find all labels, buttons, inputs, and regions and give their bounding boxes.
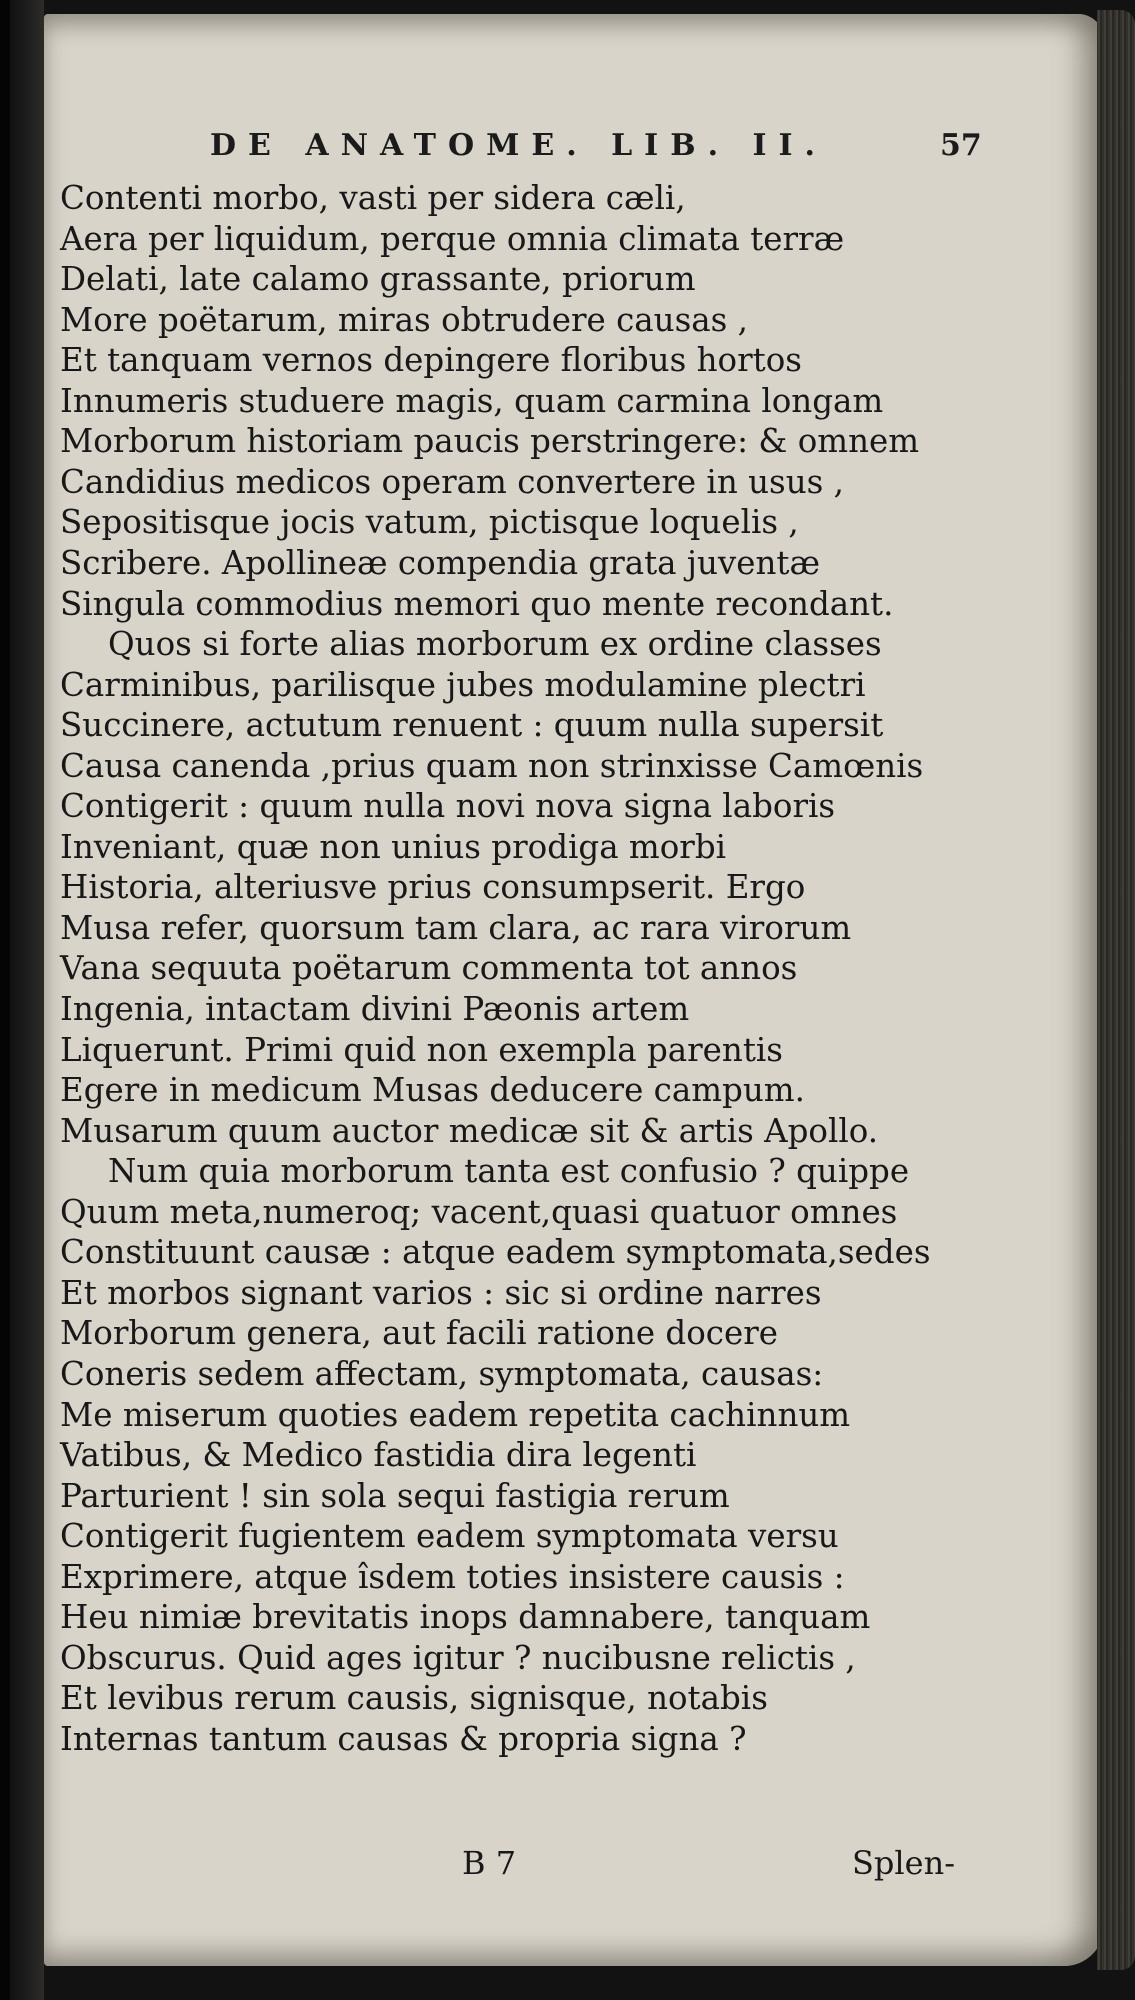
verse-line: Constituunt causæ : atque eadem symptomata,sedes xyxy=(60,1233,931,1272)
verse-line: Succinere, actutum renuent : quum nulla supersit xyxy=(60,706,884,745)
verse-line: Vatibus, & Medico fastidia dira legenti xyxy=(60,1436,697,1475)
verse-line: Et levibus rerum causis, signisque, notabis xyxy=(60,1679,768,1718)
verse-line: Scribere. Apollineæ compendia grata juventæ xyxy=(60,543,821,582)
verse-line: Me miserum quoties eadem repetita cachinnum xyxy=(60,1395,851,1434)
verse-line: Parturient ! sin sola sequi fastigia rerum xyxy=(60,1476,730,1515)
verse-line: Contenti morbo, vasti per sidera cæli, xyxy=(60,179,686,217)
verse-line: Num quia morborum tanta est confusio ? quippe xyxy=(108,1152,910,1191)
verse-line: Singula commodius memori quo mente recondant. xyxy=(60,584,894,623)
verse-line: Sepositisque jocis vatum, pictisque loquelis , xyxy=(60,503,799,542)
verse-line: Quum meta,numeroq; vacent,quasi quatuor omnes xyxy=(60,1192,898,1231)
verse-line: Obscurus. Quid ages igitur ? nucibusne relictis , xyxy=(60,1638,856,1677)
verse-line: Et tanquam vernos depingere floribus hortos xyxy=(60,341,802,380)
signature-mark: B 7 xyxy=(462,1844,517,1882)
verse-line: Musarum quum auctor medicæ sit & artis Apollo. xyxy=(60,1111,879,1150)
catchword: Splen- xyxy=(852,1844,955,1882)
verse-line: Et morbos signant varios : sic si ordine narres xyxy=(60,1273,822,1312)
verse-line: Egere in medicum Musas deducere campum. xyxy=(60,1071,805,1110)
verse-line: Historia, alteriusve prius consumpserit. Ergo xyxy=(60,868,806,907)
verse-line: Morborum historiam paucis perstringere: & omnem xyxy=(60,422,920,461)
verse-line: Quos si forte alias morborum ex ordine classes xyxy=(108,625,882,664)
verse-line: More poëtarum, miras obtrudere causas , xyxy=(60,300,749,339)
verse-line: Coneris sedem affectam, symptomata, causas: xyxy=(60,1354,824,1393)
verse-line: Delati, late calamo grassante, priorum xyxy=(60,260,696,299)
verse-line: Heu nimiæ brevitatis inops damnabere, tanquam xyxy=(60,1598,871,1637)
verse-line: Liquerunt. Primi quid non exempla parentis xyxy=(60,1030,783,1069)
verse-line: Contigerit : quum nulla novi nova signa laboris xyxy=(60,787,836,826)
verse-line: Exprimere, atque îsdem toties insistere causis : xyxy=(60,1557,845,1596)
verse-line: Candidius medicos operam convertere in usus , xyxy=(60,462,844,501)
verse-line: Innumeris studuere magis, quam carmina longam xyxy=(60,381,884,420)
page-number: 57 xyxy=(940,128,982,163)
verse-line: Vana sequuta poëtarum commenta tot annos xyxy=(60,949,798,988)
verse-line: Contigerit fugientem eadem symptomata versu xyxy=(60,1517,839,1556)
verse-line: Musa refer, quorsum tam clara, ac rara virorum xyxy=(60,908,852,947)
verse-line: Causa canenda ,prius quam non strinxisse Camœnis xyxy=(60,746,924,785)
verse-line: Aera per liquidum, perque omnia climata terræ xyxy=(60,219,845,258)
verse-line: Internas tantum causas & propria signa ? xyxy=(60,1719,747,1758)
verse-line: Carminibus, parilisque jubes modulamine plectri xyxy=(60,665,866,704)
verse-line: Morborum genera, aut facili ratione docere xyxy=(60,1314,778,1353)
running-title: DE ANATOME. LIB. II. xyxy=(210,128,827,163)
verse-line: Ingenia, intactam divini Pæonis artem xyxy=(60,990,690,1028)
verse-line: Inveniant, quæ non unius prodiga morbi xyxy=(60,827,727,866)
